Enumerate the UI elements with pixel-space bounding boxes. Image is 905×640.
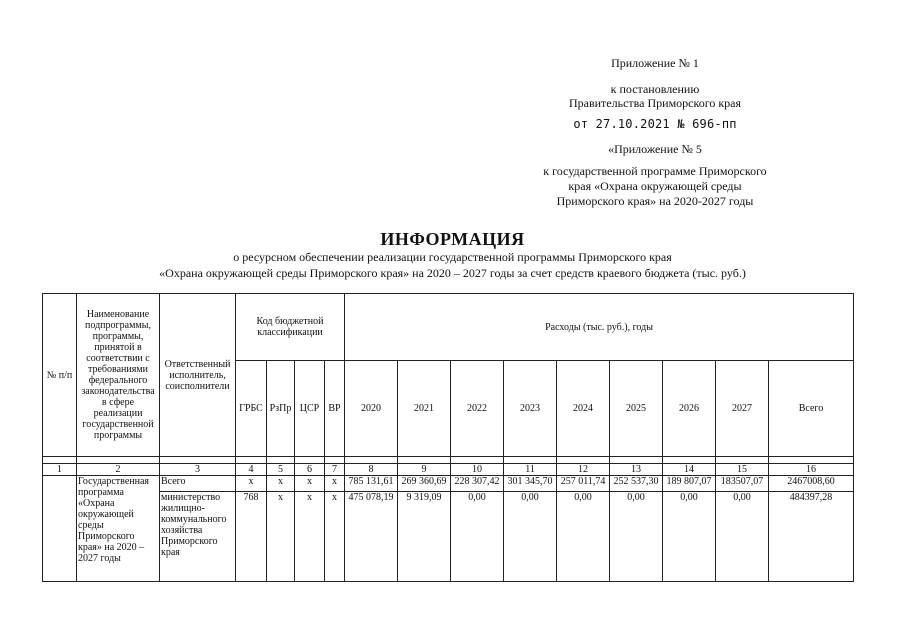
- code-cell: x: [325, 476, 345, 492]
- value-cell: 2467008,60: [769, 476, 854, 492]
- value-cell: 0,00: [663, 492, 716, 582]
- decree-number: от 27.10.2021 № 696-пп: [573, 117, 737, 131]
- resolution-label: к постановлению: [610, 82, 700, 96]
- code-col-grbs: ГРБС: [236, 361, 267, 457]
- col-number: 8: [345, 464, 398, 476]
- value-cell: 301 345,70: [504, 476, 557, 492]
- col-code-header: Код бюджетной классификации: [236, 294, 345, 361]
- spacer-row: [43, 457, 854, 464]
- value-cell: 189 807,07: [663, 476, 716, 492]
- program-ref-line1: к государственной программе Приморского: [543, 164, 767, 178]
- col-no-header: № п/п: [43, 294, 77, 457]
- value-cell: 269 360,69: [398, 476, 451, 492]
- col-number: 2: [77, 464, 160, 476]
- year-col-2026: 2026: [663, 361, 716, 457]
- resp-cell: министерство жилищно-коммунального хозяйства Приморского края: [160, 492, 236, 582]
- col-number: 6: [295, 464, 325, 476]
- value-cell: 183507,07: [716, 476, 769, 492]
- code-cell: x: [325, 492, 345, 582]
- col-number: 4: [236, 464, 267, 476]
- document-subtitle-line2: «Охрана окружающей среды Приморского края» на 2020 – 2027 годы за счет средств краевого бюджета (тыс. руб.): [159, 266, 746, 280]
- col-resp-header: Ответственный исполнитель, соисполнители: [160, 294, 236, 457]
- value-cell: 9 319,09: [398, 492, 451, 582]
- col-number: 16: [769, 464, 854, 476]
- code-cell: x: [267, 476, 295, 492]
- resp-cell: Всего: [160, 476, 236, 492]
- code-cell: x: [295, 492, 325, 582]
- col-number: 14: [663, 464, 716, 476]
- value-cell: 228 307,42: [451, 476, 504, 492]
- header-row-1: [43, 294, 854, 361]
- appendix5-label: «Приложение № 5: [608, 142, 702, 156]
- col-number: 3: [160, 464, 236, 476]
- col-number: 5: [267, 464, 295, 476]
- document-subtitle-line1: о ресурсном обеспечении реализации государственной программы Приморского края: [233, 250, 672, 264]
- col-number: 10: [451, 464, 504, 476]
- document-title: ИНФОРМАЦИЯ: [380, 229, 525, 249]
- year-col-2022: 2022: [451, 361, 504, 457]
- code-cell: 768: [236, 492, 267, 582]
- col-name-header: Наименование подпрограммы, программы, принятой в соответствии с требованиями федерального законодательства в сфере реализации государственной программы: [77, 294, 160, 457]
- col-number: 13: [610, 464, 663, 476]
- value-cell: 0,00: [610, 492, 663, 582]
- code-cell: x: [295, 476, 325, 492]
- col-number: 9: [398, 464, 451, 476]
- value-cell: 0,00: [557, 492, 610, 582]
- table-row: [43, 492, 854, 582]
- resource-table: [42, 293, 854, 582]
- year-col-2021: 2021: [398, 361, 451, 457]
- col-number: 1: [43, 464, 77, 476]
- code-cell: x: [236, 476, 267, 492]
- value-cell: 257 011,74: [557, 476, 610, 492]
- column-number-row: [43, 464, 854, 476]
- code-col-rzpr: РзПр: [267, 361, 295, 457]
- program-name-cell: Государственная программа «Охрана окружающей среды Приморского края» на 2020 – 2027 годы: [77, 476, 160, 582]
- year-col-2023: 2023: [504, 361, 557, 457]
- year-col-total: Всего: [769, 361, 854, 457]
- col-number: 7: [325, 464, 345, 476]
- value-cell: 785 131,61: [345, 476, 398, 492]
- value-cell: 0,00: [716, 492, 769, 582]
- government-label: Правительства Приморского края: [568, 96, 742, 110]
- year-col-2020: 2020: [345, 361, 398, 457]
- value-cell: 475 078,19: [345, 492, 398, 582]
- col-number: 12: [557, 464, 610, 476]
- table-row: [43, 476, 854, 492]
- col-number: 11: [504, 464, 557, 476]
- col-number: 15: [716, 464, 769, 476]
- code-cell: x: [267, 492, 295, 582]
- year-col-2027: 2027: [716, 361, 769, 457]
- code-col-csr: ЦСР: [295, 361, 325, 457]
- year-col-2024: 2024: [557, 361, 610, 457]
- program-ref-line2: края «Охрана окружающей среды: [568, 179, 742, 193]
- col-expenses-header: Расходы (тыс. руб.), годы: [345, 294, 854, 361]
- value-cell: 0,00: [451, 492, 504, 582]
- value-cell: 252 537,30: [610, 476, 663, 492]
- program-ref-line3: Приморского края» на 2020-2027 годы: [556, 194, 754, 208]
- value-cell: 0,00: [504, 492, 557, 582]
- code-col-vr: ВР: [325, 361, 345, 457]
- year-col-2025: 2025: [610, 361, 663, 457]
- row-number-cell: [43, 476, 77, 582]
- value-cell: 484397,28: [769, 492, 854, 582]
- appendix-label: Приложение № 1: [611, 56, 699, 70]
